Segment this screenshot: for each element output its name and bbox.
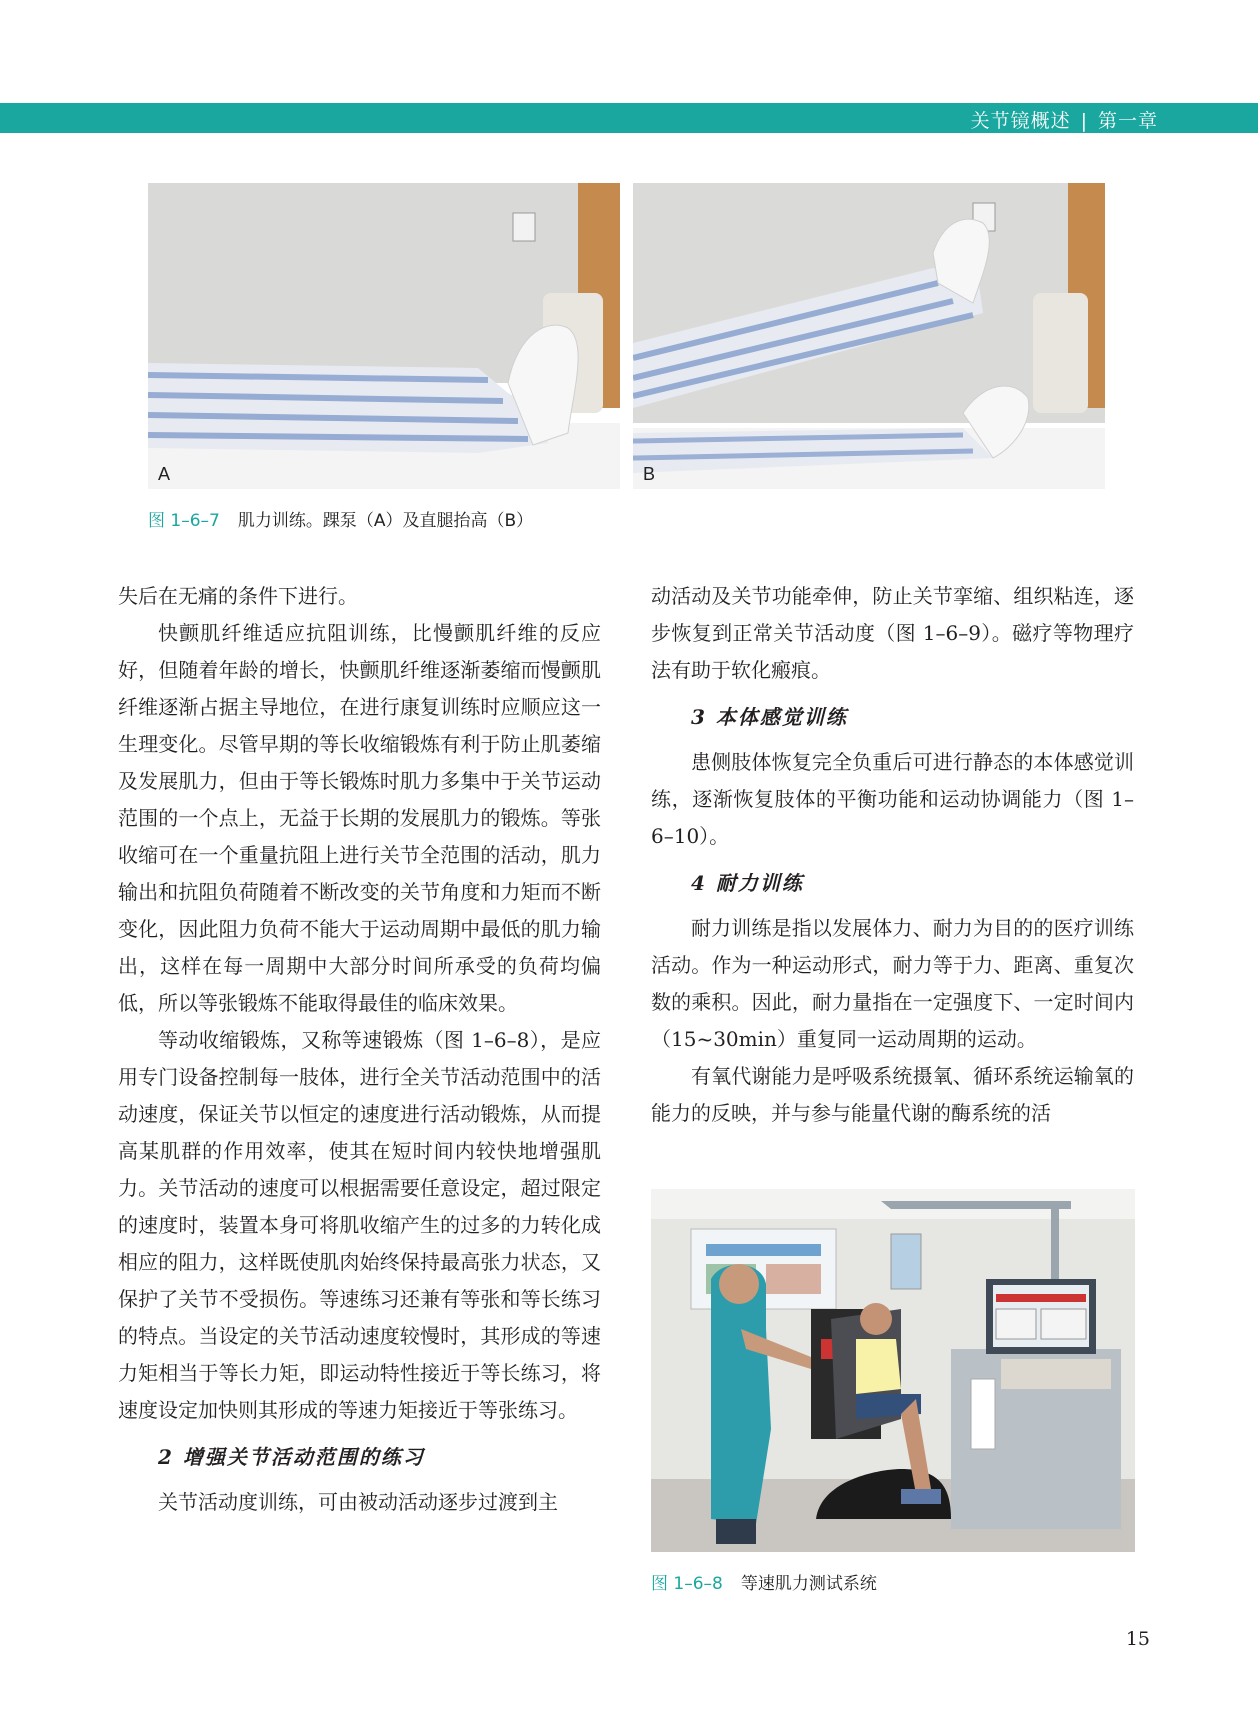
section-heading: 4 耐力训练 [691, 871, 804, 895]
figure-number: 图 1–6–7 [148, 511, 220, 531]
left-text-column [118, 578, 601, 1521]
figure-number: 图 1–6–8 [651, 1574, 723, 1594]
paragraph: 耐力训练是指以发展体力、耐力为目的的医疗训练活动。作为一种运动形式，耐力等于力、距离、重复次数的乘积。因此，耐力量指在一定强度下、一定时间内（15~30min）重复同一运动周期的运动。 [651, 916, 1134, 1051]
figure-caption-1-6-8 [651, 1569, 877, 1594]
paragraph: 患侧肢体恢复完全负重后可进行静态的本体感觉训练，逐渐恢复肢体的平衡功能和运动协调能力（图 1–6–10）。 [651, 750, 1134, 848]
paragraph: 动活动及关节功能牵伸，防止关节挛缩、组织粘连，逐步恢复到正常关节活动度（图 1–6–9）。磁疗等物理疗法有助于软化瘢痕。 [651, 584, 1134, 682]
paragraph: 关节活动度训练，可由被动活动逐步过渡到主 [158, 1490, 558, 1514]
running-header [0, 103, 1258, 133]
page-number: 15 [1125, 1628, 1150, 1650]
header-section: 关节镜概述 [970, 110, 1071, 132]
photo-straight-leg-raise [633, 183, 1105, 489]
paragraph: 有氧代谢能力是呼吸系统摄氧、循环系统运输氧的能力的反映，并与参与能量代谢的酶系统的活 [651, 1064, 1134, 1125]
right-text-column [651, 578, 1134, 1132]
photo-label-b: B [643, 464, 656, 484]
photo-label-a: A [158, 464, 171, 484]
section-heading: 2 增强关节活动范围的练习 [158, 1445, 425, 1469]
photo-ankle-pump [148, 183, 620, 489]
paragraph: 失后在无痛的条件下进行。 [118, 584, 358, 608]
figure-caption-text: 等速肌力测试系统 [740, 1574, 877, 1594]
section-heading: 3 本体感觉训练 [691, 705, 848, 729]
figure-caption-text: 肌力训练。踝泵（A）及直腿抬高（B） [237, 511, 534, 531]
photo-isokinetic-system [651, 1189, 1135, 1552]
header-chapter: 第一章 [1097, 110, 1158, 132]
header-separator: | [1080, 110, 1088, 132]
paragraph: 快颤肌纤维适应抗阻训练，比慢颤肌纤维的反应好，但随着年龄的增长，快颤肌纤维逐渐萎缩而慢颤肌纤维逐渐占据主导地位，在进行康复训练时应顺应这一生理变化。尽管早期的等长收缩锻炼有利于防止肌萎缩及发展肌力，但由于等长锻炼时肌力多集中于关节运动范围的一个点上，无益于长期的发展肌力的锻炼。等张收缩可在一个重量抗阻上进行关节全范围的活动，肌力输出和抗阻负荷随着不断改变的关节角度和力矩而不断变化，因此阻力负荷不能大于运动周期中最低的肌力输出，这样在每一周期中大部分时间所承受的负荷均偏低，所以等张锻炼不能取得最佳的临床效果。 [118, 621, 601, 1015]
header-text [971, 106, 1158, 133]
figure-caption-1-6-7 [148, 506, 533, 531]
paragraph: 等动收缩锻炼，又称等速锻炼（图 1–6–8），是应用专门设备控制每一肢体，进行全关节活动范围中的活动速度，保证关节以恒定的速度进行活动锻炼，从而提高某肌群的作用效率，使其在短时间内较快地增强肌力。关节活动的速度可以根据需要任意设定，超过限定的速度时，装置本身可将肌收缩产生的过多的力转化成相应的阻力，这样既使肌肉始终保持最高张力状态，又保护了关节不受损伤。等速练习还兼有等张和等长练习的特点。当设定的关节活动速度较慢时，其形成的等速力矩相当于等长力矩，即运动特性接近于等长练习，将速度设定加快则其形成的等速力矩接近于等张练习。 [118, 1028, 601, 1422]
